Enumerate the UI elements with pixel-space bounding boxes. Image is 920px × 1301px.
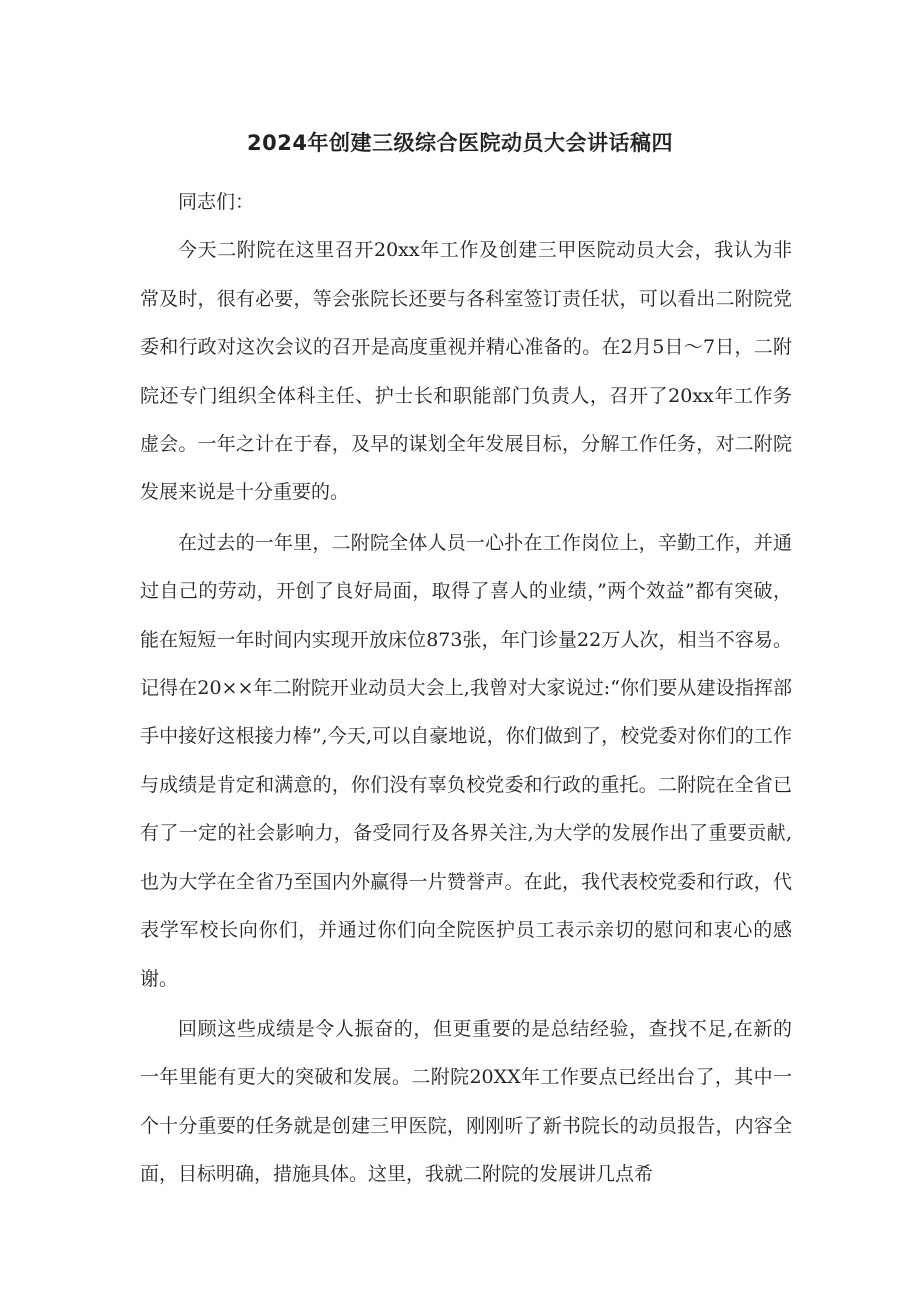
- paragraph-1: 今天二附院在这里召开20xx年工作及创建三甲医院动员大会，我认为非常及时，很有必要，等会张院长还要与各科室签订责任状，可以看出二附院党委和行政对这次会议的召开是高度重视并精心准备的。在2月5日～7日，二附院还专门组织全体科主任、护士长和职能部门负责人，召开了20xx年工作务虚会。一年之计在于春，及早的谋划全年发展目标，分解工作任务，对二附院发展来说是十分重要的。: [140, 239, 792, 504]
- document-body: [140, 178, 792, 1199]
- document-title: 2024年创建三级综合医院动员大会讲话稿四: [247, 131, 673, 155]
- paragraph-2: 在过去的一年里，二附院全体人员一心扑在工作岗位上，辛勤工作，并通过自己的劳动，开创了良好局面，取得了喜人的业绩，”两个效益”都有突破，能在短短一年时间内实现开放床位873张，年门诊量22万人次，相当不容易。记得在20××年二附院开业动员大会上,我曾对大家说过:“你们要从建设指挥部手中接好这根接力棒”,今天,可以自豪地说，你们做到了，校党委对你们的工作与成绩是肯定和满意的，你们没有辜负校党委和行政的重托。二附院在全省已有了一定的社会影响力，备受同行及各界关注,为大学的发展作出了重要贡献,也为大学在全省乃至国内外赢得一片赞誉声。在此，我代表校党委和行政，代表学军校长向你们，并通过你们向全院医护员工表示亲切的慰问和衷心的感谢。: [140, 531, 792, 990]
- salutation: 同志们：: [178, 191, 255, 213]
- paragraph-3: 回顾这些成绩是令人振奋的，但更重要的是总结经验，查找不足,在新的一年里能有更大的突破和发展。二附院20XX年工作要点已经出台了，其中一个十分重要的任务就是创建三甲医院，刚刚听了新书院长的动员报告，内容全面，目标明确，措施具体。这里，我就二附院的发展讲几点希: [140, 1017, 792, 1186]
